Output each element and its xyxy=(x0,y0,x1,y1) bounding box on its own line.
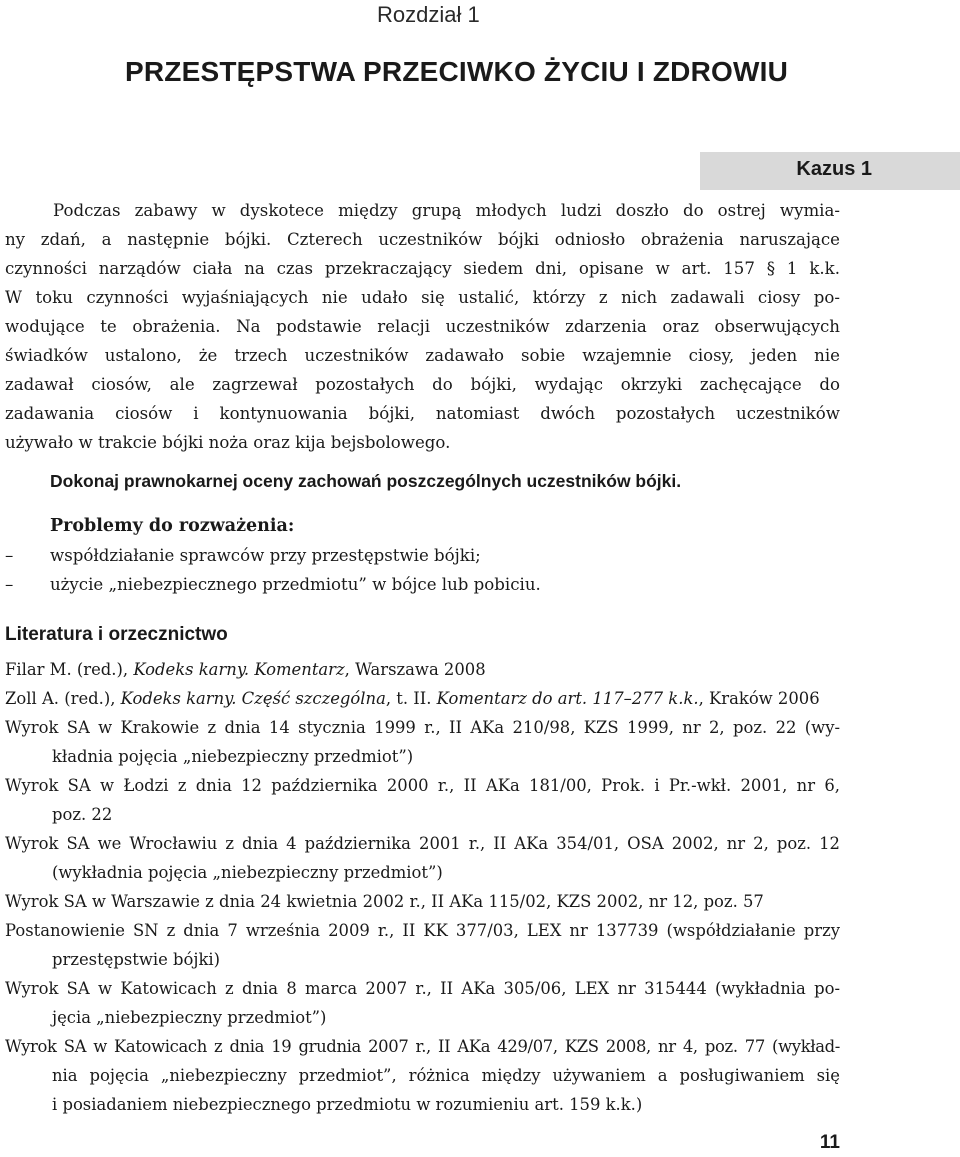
reference-item xyxy=(5,684,840,713)
reference-item xyxy=(5,713,840,771)
ref-line: Wyrok SA w Katowicach z dnia 8 marca 2007 r., II AKa 305/06, LEX nr 315444 (wykładnia po- xyxy=(5,979,840,998)
case-description xyxy=(5,196,840,457)
case-line: W toku czynności wyjaśniających nie udało się ustalić, którzy z nich zadawali ciosy po- xyxy=(5,288,840,307)
ref-text: Filar M. (red.), xyxy=(5,660,134,679)
ref-line: i posiadaniem niebezpiecznego przedmiotu w rozumieniu art. 159 k.k.) xyxy=(52,1095,643,1114)
ref-line: poz. 22 xyxy=(52,805,113,824)
ref-line: Wyrok SA we Wrocławiu z dnia 4 października 2001 r., II AKa 354/01, OSA 2002, nr 2, poz. 12 xyxy=(5,834,840,853)
problem-text: współdziałanie sprawców przy przestępstwie bójki; xyxy=(50,546,481,565)
chapter-label: Rozdział 1 xyxy=(377,2,480,27)
ref-text: , Warszawa 2008 xyxy=(344,660,486,679)
reference-item xyxy=(5,974,840,1032)
reference-item xyxy=(5,771,840,829)
case-line: zadawania ciosów i kontynuowania bójki, natomiast dwóch pozostałych uczestników xyxy=(5,404,840,423)
case-line: świadków ustalono, że trzech uczestników zadawało sobie wzajemnie ciosy, jeden nie xyxy=(5,346,840,365)
case-line: używało w trakcie bójki noża oraz kija bejsbolowego. xyxy=(5,433,451,452)
ref-line: przestępstwie bójki) xyxy=(52,950,221,969)
dash-bullet: – xyxy=(5,546,14,565)
page-number: 11 xyxy=(819,1132,840,1153)
problem-item xyxy=(5,541,541,570)
ref-title: Komentarz do art. 117–277 k.k. xyxy=(436,689,699,708)
ref-line: Wyrok SA w Katowicach z dnia 19 grudnia 2007 r., II AKa 429/07, KZS 2008, nr 4, poz. 77 (wykład- xyxy=(5,1037,840,1056)
ref-line: kładnia pojęcia „niebezpieczny przedmiot”) xyxy=(52,747,414,766)
literature-heading: Literatura i orzecznictwo xyxy=(5,624,228,645)
ref-line: Wyrok SA w Krakowie z dnia 14 stycznia 1999 r., II AKa 210/98, KZS 1999, nr 2, poz. 22 (wy- xyxy=(5,718,840,737)
task-instruction: Dokonaj prawnokarnej oceny zachowań poszczególnych uczestników bójki. xyxy=(50,471,682,491)
chapter-title: PRZESTĘPSTWA PRZECIWKO ŻYCIU I ZDROWIU xyxy=(125,56,789,87)
ref-line: Wyrok SA w Łodzi z dnia 12 października 2000 r., II AKa 181/00, Prok. i Pr.-wkł. 2001, nr 6, xyxy=(5,776,840,795)
ref-title: Kodeks karny. Część szczególna xyxy=(120,689,386,708)
problems-heading: Problemy do rozważenia: xyxy=(50,516,295,536)
case-line: czynności narządów ciała na czas przekraczający siedem dni, opisane w art. 157 § 1 k.k. xyxy=(5,259,840,278)
reference-item xyxy=(5,655,840,684)
problem-text: użycie „niebezpiecznego przedmiotu” w bójce lub pobiciu. xyxy=(50,575,541,594)
ref-line: Wyrok SA w Warszawie z dnia 24 kwietnia 2002 r., II AKa 115/02, KZS 2002, nr 12, poz. 57 xyxy=(5,892,764,911)
case-label: Kazus 1 xyxy=(796,158,872,180)
reference-item xyxy=(5,829,840,887)
problems-section xyxy=(5,512,541,599)
ref-text: , Kraków 2006 xyxy=(698,689,820,708)
reference-item xyxy=(5,916,840,974)
problem-item xyxy=(5,570,541,599)
ref-text: Zoll A. (red.), xyxy=(5,689,121,708)
reference-item xyxy=(5,887,840,916)
dash-bullet: – xyxy=(5,575,14,594)
case-line: wodujące te obrażenia. Na podstawie relacji uczestników zdarzenia oraz obserwujących xyxy=(5,317,840,336)
case-line: zadawał ciosów, ale zagrzewał pozostałych do bójki, wydając okrzyki zachęcające do xyxy=(5,375,840,394)
ref-line: (wykładnia pojęcia „niebezpieczny przedmiot”) xyxy=(52,863,443,882)
reference-item xyxy=(5,1032,840,1119)
case-line: Podczas zabawy w dyskotece między grupą młodych ludzi doszło do ostrej wymia- xyxy=(53,201,840,220)
case-line: ny zdań, a następnie bójki. Czterech uczestników bójki odniosło obrażenia naruszające xyxy=(5,230,840,249)
ref-line: nia pojęcia „niebezpieczny przedmiot”, różnica między używaniem a posługiwaniem się xyxy=(52,1066,840,1085)
ref-title: Kodeks karny. Komentarz xyxy=(133,660,345,679)
ref-line: jęcia „niebezpieczny przedmiot”) xyxy=(52,1008,327,1027)
ref-text: , t. II. xyxy=(385,689,437,708)
ref-line: Postanowienie SN z dnia 7 września 2009 r., II KK 377/03, LEX nr 137739 (współdziałanie przy xyxy=(5,921,840,940)
reference-list xyxy=(5,655,840,1119)
